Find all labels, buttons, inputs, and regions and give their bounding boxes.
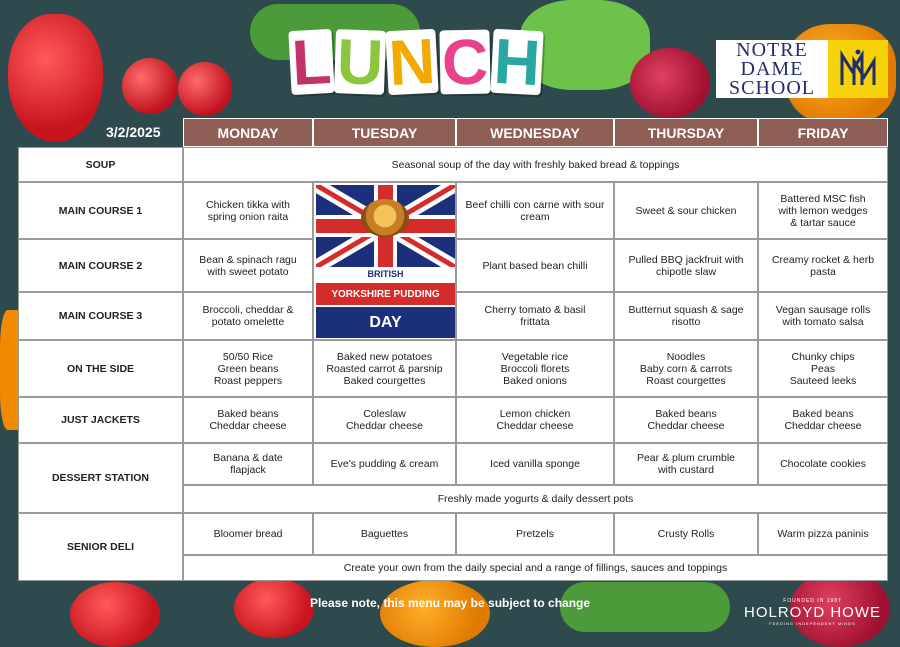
menu-item: Crusty Rolls <box>657 528 715 540</box>
side-monday <box>183 340 313 397</box>
menu-item: Vegan sausage rolls with tomato salsa <box>775 304 871 328</box>
menu-item: Cherry tomato & basil frittata <box>484 304 586 328</box>
menu-item: Eve's pudding & cream <box>330 458 439 470</box>
row-label: MAIN COURSE 1 <box>58 204 143 217</box>
row-label-side <box>18 340 183 397</box>
caterer-name: HOLROYD HOWE <box>744 604 882 621</box>
dessert-all-days <box>183 485 888 513</box>
main1-wednesday <box>456 182 614 239</box>
yorkshire-pudding-day-banner <box>316 185 455 338</box>
menu-item: Freshly made yogurts & daily dessert pots <box>437 493 634 505</box>
jackets-friday <box>758 397 888 443</box>
school-name <box>716 40 828 98</box>
main2-wednesday <box>456 239 614 292</box>
dessert-wednesday <box>456 443 614 485</box>
menu-item: Baked new potatoes Roasted carrot & parsnip Baked courgettes <box>326 350 443 387</box>
special-line: YORKSHIRE PUDDING <box>316 283 455 305</box>
row-label-main3 <box>18 292 183 340</box>
school-logo <box>716 40 888 98</box>
main2-friday <box>758 239 888 292</box>
menu-title <box>290 22 542 100</box>
deli-wednesday <box>456 513 614 555</box>
menu-item: Bloomer bread <box>213 528 283 540</box>
header-monday <box>183 118 313 147</box>
school-name-line: DAME <box>740 58 804 80</box>
menu-table <box>18 118 888 581</box>
day-label: FRIDAY <box>797 124 849 141</box>
row-label: MAIN COURSE 2 <box>58 259 143 272</box>
header-wednesday <box>456 118 614 147</box>
dessert-monday <box>183 443 313 485</box>
menu-item: Vegetable rice Broccoli florets Baked onions <box>500 350 570 387</box>
row-label-deli <box>18 513 183 581</box>
title-letter: L <box>290 25 333 99</box>
menu-item: Iced vanilla sponge <box>490 458 580 470</box>
side-friday <box>758 340 888 397</box>
row-label-main1 <box>18 182 183 239</box>
main2-monday <box>183 239 313 292</box>
menu-item: Warm pizza paninis <box>777 528 869 540</box>
jackets-monday <box>183 397 313 443</box>
deli-friday <box>758 513 888 555</box>
header-tuesday <box>313 118 456 147</box>
dessert-friday <box>758 443 888 485</box>
row-label-main2 <box>18 239 183 292</box>
strawberry-decoration <box>70 582 160 647</box>
menu-item: Pear & plum crumble with custard <box>636 452 736 476</box>
menu-item: Pulled BBQ jackfruit with chipotle slaw <box>628 253 744 278</box>
special-line: BRITISH <box>367 269 404 279</box>
side-tuesday <box>313 340 456 397</box>
menu-item: Chocolate cookies <box>780 458 866 470</box>
side-wednesday <box>456 340 614 397</box>
main3-wednesday <box>456 292 614 340</box>
menu-item: Seasonal soup of the day with freshly baked bread & toppings <box>391 158 680 171</box>
yorkshire-pudding-icon <box>361 199 409 237</box>
menu-item: Beef chilli con carne with sour cream <box>465 198 605 223</box>
main1-thursday <box>614 182 758 239</box>
deli-tuesday <box>313 513 456 555</box>
menu-item: Broccoli, cheddar & potato omelette <box>202 304 294 328</box>
dessert-tuesday <box>313 443 456 485</box>
title-letter: C <box>440 25 489 99</box>
title-letter: N <box>387 24 438 100</box>
menu-item: Butternut squash & sage risotto <box>628 304 744 328</box>
menu-item: Chunky chips Peas Sauteed leeks <box>789 350 857 387</box>
menu-item: Noodles Baby corn & carrots Roast courgettes <box>639 350 733 387</box>
menu-item: Baked beans Cheddar cheese <box>209 408 287 432</box>
radish-decoration <box>630 48 710 118</box>
day-label: TUESDAY <box>351 124 418 141</box>
dessert-thursday <box>614 443 758 485</box>
menu-item: Create your own from the daily special and a range of fillings, sauces and toppings <box>343 562 728 574</box>
menu-item: Battered MSC fish with lemon wedges & tartar sauce <box>778 192 868 229</box>
deli-thursday <box>614 513 758 555</box>
row-label-dessert <box>18 443 183 513</box>
menu-item: Baguettes <box>360 528 409 540</box>
caterer-logo <box>744 598 881 626</box>
jackets-wednesday <box>456 397 614 443</box>
jackets-thursday <box>614 397 758 443</box>
menu-item: Sweet & sour chicken <box>635 204 737 217</box>
main2-thursday <box>614 239 758 292</box>
row-label: SOUP <box>85 158 116 171</box>
row-label: DESSERT STATION <box>51 472 150 484</box>
day-label: THURSDAY <box>647 124 725 141</box>
main3-friday <box>758 292 888 340</box>
union-jack-icon <box>316 185 455 267</box>
menu-item: Baked beans Cheddar cheese <box>647 408 725 432</box>
row-label-soup <box>18 147 183 182</box>
main3-thursday <box>614 292 758 340</box>
school-name-line: NOTRE <box>736 39 808 61</box>
day-label: MONDAY <box>217 124 279 141</box>
row-label: JUST JACKETS <box>61 414 140 426</box>
main1-monday <box>183 182 313 239</box>
title-letter: U <box>335 25 385 99</box>
header-thursday <box>614 118 758 147</box>
menu-item: Coleslaw Cheddar cheese <box>345 408 424 432</box>
row-label-jackets <box>18 397 183 443</box>
menu-item: Lemon chicken Cheddar cheese <box>496 408 574 432</box>
nd-monogram-crest-icon <box>828 40 888 98</box>
menu-item: Banana & date flapjack <box>213 452 283 476</box>
caterer-founded: FOUNDED IN 1987 <box>783 598 842 604</box>
menu-item: 50/50 Rice Green beans Roast peppers <box>213 350 283 387</box>
pepper-decoration <box>380 580 490 647</box>
special-line: DAY <box>316 307 455 338</box>
caterer-tagline: FEEDING INDEPENDENT MINDS <box>769 621 856 626</box>
main3-monday <box>183 292 313 340</box>
menu-item: Bean & spinach ragu with sweet potato <box>199 253 297 278</box>
header-friday <box>758 118 888 147</box>
row-label: MAIN COURSE 3 <box>58 310 143 322</box>
school-name-line: SCHOOL <box>728 77 815 99</box>
side-thursday <box>614 340 758 397</box>
row-label: SENIOR DELI <box>66 541 135 553</box>
cherry-decoration <box>178 62 232 116</box>
menu-item: Baked beans Cheddar cheese <box>784 408 862 432</box>
title-letter: H <box>491 24 542 100</box>
menu-disclaimer: Please note, this menu may be subject to change <box>309 596 591 610</box>
deli-monday <box>183 513 313 555</box>
jackets-tuesday <box>313 397 456 443</box>
day-label: WEDNESDAY <box>490 124 580 141</box>
menu-item: Pretzels <box>516 528 554 540</box>
row-label: ON THE SIDE <box>66 362 135 375</box>
deli-all-days <box>183 555 888 581</box>
menu-item: Creamy rocket & herb pasta <box>771 253 875 278</box>
menu-item: Plant based bean chilli <box>482 259 588 272</box>
main1-friday <box>758 182 888 239</box>
soup-all-days <box>183 147 888 182</box>
menu-date: 3/2/2025 <box>106 124 161 140</box>
menu-item: Chicken tikka with spring onion raita <box>205 198 291 223</box>
cherry-decoration <box>122 58 178 114</box>
